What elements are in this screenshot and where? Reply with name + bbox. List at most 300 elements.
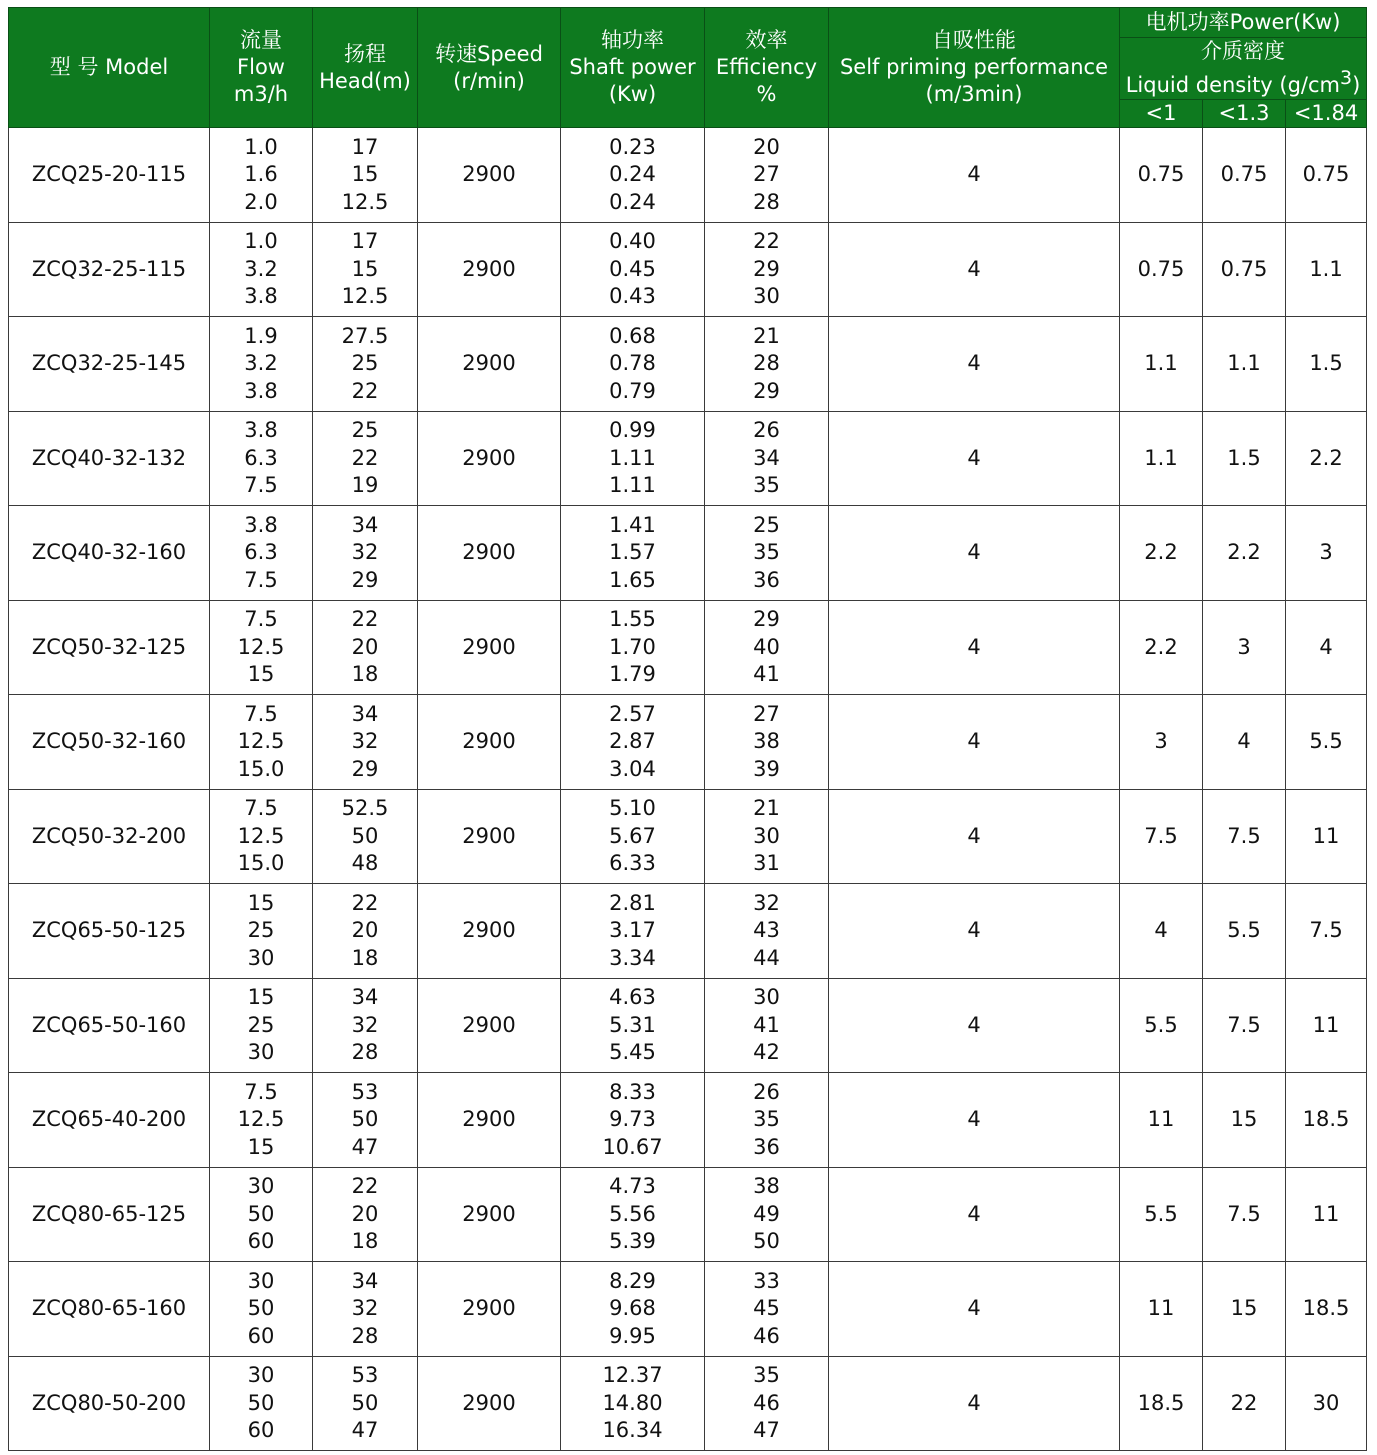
shaft-power-cell xyxy=(561,695,705,790)
head-cell-value: 17 xyxy=(351,229,379,253)
efficiency-cell-value: 35 xyxy=(753,540,780,564)
shaft-power-cell-value: 10.67 xyxy=(602,1134,663,1159)
flow-cell xyxy=(210,222,313,317)
efficiency-cell xyxy=(705,695,829,790)
shaft-power-cell-value: 1.11 xyxy=(609,445,656,470)
table-row xyxy=(9,789,1367,884)
speed-cell: 2900 xyxy=(418,789,561,884)
flow-cell-value: 2.0 xyxy=(244,189,278,214)
model-cell: ZCQ80-65-160 xyxy=(9,1262,210,1357)
shaft-power-cell-value: 0.23 xyxy=(609,134,656,159)
efficiency-cell-value: 27 xyxy=(753,162,780,186)
self-priming-cell: 4 xyxy=(829,222,1120,317)
table-row xyxy=(9,222,1367,317)
header-efficiency: 效率 Efficiency % xyxy=(705,8,829,128)
head-cell xyxy=(313,600,418,695)
shaft-power-cell-value: 2.87 xyxy=(609,729,656,753)
head-cell-value: 32 xyxy=(351,1296,379,1320)
head-cell-value: 15 xyxy=(351,162,379,186)
efficiency-cell-value: 26 xyxy=(753,418,780,442)
efficiency-cell-value: 47 xyxy=(753,1418,780,1442)
efficiency-cell-value: 35 xyxy=(753,1363,780,1387)
self-priming-cell: 4 xyxy=(829,1262,1120,1357)
flow-cell xyxy=(210,978,313,1073)
shaft-power-cell-value: 5.31 xyxy=(609,1012,656,1037)
head-cell-value: 22 xyxy=(351,445,379,470)
head-cell-value: 50 xyxy=(351,1390,379,1415)
table-row xyxy=(9,978,1367,1073)
header-model: 型 号 Model xyxy=(9,8,210,128)
shaft-power-cell xyxy=(561,222,705,317)
shaft-power-cell-value: 1.65 xyxy=(609,567,656,592)
flow-cell xyxy=(210,506,313,601)
flow-cell-value: 15 xyxy=(247,662,275,686)
head-cell-value: 28 xyxy=(351,1040,379,1064)
flow-cell xyxy=(210,317,313,412)
flow-cell-value: 12.5 xyxy=(237,634,285,659)
speed-cell: 2900 xyxy=(418,600,561,695)
motor-power-cell: 11 xyxy=(1120,1073,1203,1168)
head-cell-value: 27.5 xyxy=(341,323,389,348)
table-row xyxy=(9,1262,1367,1357)
shaft-power-cell xyxy=(561,789,705,884)
model-cell: ZCQ50-32-125 xyxy=(9,600,210,695)
motor-power-cell: 2.2 xyxy=(1120,506,1203,601)
head-cell-value: 15 xyxy=(351,256,379,281)
self-priming-cell: 4 xyxy=(829,1073,1120,1168)
flow-cell-value: 50 xyxy=(247,1390,275,1415)
efficiency-cell-value: 29 xyxy=(753,256,780,281)
efficiency-cell-value: 41 xyxy=(753,662,780,686)
flow-cell-value: 3.8 xyxy=(244,284,278,308)
speed-cell: 2900 xyxy=(418,1073,561,1168)
efficiency-cell-value: 34 xyxy=(753,445,780,470)
efficiency-cell-value: 28 xyxy=(753,351,780,375)
efficiency-cell-value: 21 xyxy=(753,323,780,348)
head-cell-value: 22 xyxy=(351,378,379,403)
efficiency-cell-value: 41 xyxy=(753,1012,780,1037)
head-cell xyxy=(313,1167,418,1262)
head-cell-value: 19 xyxy=(351,473,379,497)
pump-spec-table xyxy=(8,7,1367,1451)
motor-power-cell: 1.1 xyxy=(1120,317,1203,412)
shaft-power-cell-value: 0.40 xyxy=(609,229,656,253)
flow-cell-value: 50 xyxy=(247,1296,275,1320)
head-cell-value: 29 xyxy=(351,567,379,592)
motor-power-cell: 11 xyxy=(1120,1262,1203,1357)
head-cell-value: 48 xyxy=(351,851,379,875)
head-cell xyxy=(313,1262,418,1357)
efficiency-cell-value: 32 xyxy=(753,890,780,915)
shaft-power-cell-value: 4.63 xyxy=(609,985,656,1009)
head-cell xyxy=(313,789,418,884)
speed-cell: 2900 xyxy=(418,317,561,412)
shaft-power-cell-value: 0.68 xyxy=(609,323,656,348)
motor-power-cell: 3 xyxy=(1203,600,1286,695)
motor-power-cell: 0.75 xyxy=(1286,128,1367,223)
header-density-2: <1.3 xyxy=(1203,100,1286,128)
flow-cell xyxy=(210,1167,313,1262)
head-cell xyxy=(313,695,418,790)
flow-cell-value: 15.0 xyxy=(237,851,285,875)
efficiency-cell xyxy=(705,1167,829,1262)
model-cell: ZCQ65-50-160 xyxy=(9,978,210,1073)
self-priming-cell: 4 xyxy=(829,1356,1120,1451)
flow-cell-value: 30 xyxy=(247,945,275,970)
self-priming-cell: 4 xyxy=(829,128,1120,223)
motor-power-cell: 4 xyxy=(1120,884,1203,979)
head-cell-value: 34 xyxy=(351,1268,379,1293)
head-cell-value: 34 xyxy=(351,701,379,726)
efficiency-cell-value: 27 xyxy=(753,701,780,726)
efficiency-cell-value: 42 xyxy=(753,1040,780,1064)
shaft-power-cell-value: 5.10 xyxy=(609,796,656,820)
flow-cell-value: 15 xyxy=(247,1134,275,1159)
motor-power-cell: 0.75 xyxy=(1203,128,1286,223)
flow-cell xyxy=(210,1356,313,1451)
head-cell-value: 12.5 xyxy=(341,189,389,214)
shaft-power-cell xyxy=(561,506,705,601)
self-priming-cell: 4 xyxy=(829,600,1120,695)
shaft-power-cell-value: 5.67 xyxy=(609,823,656,848)
shaft-power-cell xyxy=(561,1356,705,1451)
efficiency-cell-value: 36 xyxy=(753,1134,780,1159)
head-cell xyxy=(313,506,418,601)
motor-power-cell: 7.5 xyxy=(1203,978,1286,1073)
table-row xyxy=(9,317,1367,412)
efficiency-cell xyxy=(705,1073,829,1168)
shaft-power-cell-value: 5.39 xyxy=(609,1229,656,1253)
flow-cell-value: 12.5 xyxy=(237,823,285,848)
head-cell-value: 29 xyxy=(351,756,379,781)
speed-cell: 2900 xyxy=(418,1167,561,1262)
efficiency-cell-value: 50 xyxy=(753,1229,780,1253)
efficiency-cell-value: 40 xyxy=(753,634,780,659)
motor-power-cell: 1.1 xyxy=(1286,222,1367,317)
efficiency-cell-value: 35 xyxy=(753,473,780,497)
flow-cell-value: 3.2 xyxy=(244,256,278,281)
shaft-power-cell-value: 0.24 xyxy=(609,162,656,186)
flow-cell-value: 30 xyxy=(247,1174,275,1198)
head-cell xyxy=(313,128,418,223)
flow-cell-value: 15 xyxy=(247,890,275,915)
shaft-power-cell xyxy=(561,978,705,1073)
motor-power-cell: 0.75 xyxy=(1120,128,1203,223)
flow-cell-value: 30 xyxy=(247,1363,275,1387)
head-cell-value: 32 xyxy=(351,1012,379,1037)
head-cell-value: 22 xyxy=(351,607,379,631)
head-cell xyxy=(313,317,418,412)
table-row xyxy=(9,884,1367,979)
header-self-priming: 自吸性能 Self priming performance (m/3min) xyxy=(829,8,1120,128)
head-cell-value: 20 xyxy=(351,634,379,659)
motor-power-cell: 5.5 xyxy=(1120,1167,1203,1262)
motor-power-cell: 4 xyxy=(1203,695,1286,790)
motor-power-cell: 30 xyxy=(1286,1356,1367,1451)
shaft-power-cell-value: 0.79 xyxy=(609,378,656,403)
speed-cell: 2900 xyxy=(418,128,561,223)
head-cell xyxy=(313,222,418,317)
head-cell-value: 12.5 xyxy=(341,284,389,308)
efficiency-cell xyxy=(705,1356,829,1451)
shaft-power-cell xyxy=(561,884,705,979)
shaft-power-cell xyxy=(561,1262,705,1357)
motor-power-cell: 4 xyxy=(1286,600,1367,695)
head-cell-value: 22 xyxy=(351,1174,379,1198)
table-row xyxy=(9,411,1367,506)
table-header xyxy=(9,8,1367,128)
speed-cell: 2900 xyxy=(418,978,561,1073)
shaft-power-cell xyxy=(561,1073,705,1168)
speed-cell: 2900 xyxy=(418,411,561,506)
efficiency-cell-value: 35 xyxy=(753,1107,780,1131)
header-head: 扬程 Head(m) xyxy=(313,8,418,128)
efficiency-cell-value: 29 xyxy=(753,378,780,403)
motor-power-cell: 11 xyxy=(1286,789,1367,884)
motor-power-cell: 0.75 xyxy=(1203,222,1286,317)
self-priming-cell: 4 xyxy=(829,411,1120,506)
efficiency-cell xyxy=(705,789,829,884)
efficiency-cell xyxy=(705,506,829,601)
efficiency-cell-value: 36 xyxy=(753,567,780,592)
model-cell: ZCQ32-25-115 xyxy=(9,222,210,317)
flow-cell-value: 3.2 xyxy=(244,351,278,375)
shaft-power-cell xyxy=(561,317,705,412)
shaft-power-cell-value: 0.43 xyxy=(609,284,656,308)
head-cell xyxy=(313,1356,418,1451)
motor-power-cell: 5.5 xyxy=(1286,695,1367,790)
model-cell: ZCQ65-50-125 xyxy=(9,884,210,979)
efficiency-cell xyxy=(705,317,829,412)
head-cell-value: 52.5 xyxy=(341,796,389,820)
motor-power-cell: 1.1 xyxy=(1120,411,1203,506)
table-row xyxy=(9,695,1367,790)
flow-cell-value: 1.0 xyxy=(244,134,278,159)
motor-power-cell: 2.2 xyxy=(1203,506,1286,601)
efficiency-cell-value: 49 xyxy=(753,1201,780,1226)
motor-power-cell: 3 xyxy=(1286,506,1367,601)
self-priming-cell: 4 xyxy=(829,789,1120,884)
flow-cell-value: 30 xyxy=(247,1268,275,1293)
table-row xyxy=(9,1167,1367,1262)
head-cell-value: 50 xyxy=(351,1107,379,1131)
head-cell-value: 53 xyxy=(351,1079,379,1104)
efficiency-cell-value: 21 xyxy=(753,796,780,820)
motor-power-cell: 22 xyxy=(1203,1356,1286,1451)
table-row xyxy=(9,600,1367,695)
shaft-power-cell-value: 1.57 xyxy=(609,540,656,564)
flow-cell-value: 7.5 xyxy=(244,473,278,497)
efficiency-cell xyxy=(705,884,829,979)
head-cell xyxy=(313,411,418,506)
motor-power-cell: 18.5 xyxy=(1120,1356,1203,1451)
motor-power-cell: 2.2 xyxy=(1120,600,1203,695)
shaft-power-cell-value: 8.33 xyxy=(609,1079,656,1104)
model-cell: ZCQ40-32-160 xyxy=(9,506,210,601)
speed-cell: 2900 xyxy=(418,884,561,979)
speed-cell: 2900 xyxy=(418,222,561,317)
head-cell-value: 20 xyxy=(351,918,379,942)
flow-cell xyxy=(210,128,313,223)
table-body xyxy=(9,128,1367,1451)
flow-cell-value: 7.5 xyxy=(244,701,278,726)
motor-power-cell: 2.2 xyxy=(1286,411,1367,506)
motor-power-cell: 1.5 xyxy=(1286,317,1367,412)
table-row xyxy=(9,128,1367,223)
efficiency-cell-value: 39 xyxy=(753,756,780,781)
flow-cell-value: 1.0 xyxy=(244,229,278,253)
shaft-power-cell-value: 1.11 xyxy=(609,473,656,497)
speed-cell: 2900 xyxy=(418,1262,561,1357)
header-liquid-density: 介质密度 Liquid density $(g/cm^3)$ xyxy=(1120,38,1367,100)
shaft-power-cell-value: 3.04 xyxy=(609,756,656,781)
shaft-power-cell-value: 0.78 xyxy=(609,351,656,375)
motor-power-cell: 7.5 xyxy=(1203,1167,1286,1262)
flow-cell-value: 15 xyxy=(247,985,275,1009)
efficiency-cell-value: 31 xyxy=(753,851,780,875)
shaft-power-cell-value: 9.68 xyxy=(609,1296,656,1320)
model-cell: ZCQ32-25-145 xyxy=(9,317,210,412)
efficiency-cell xyxy=(705,1262,829,1357)
shaft-power-cell xyxy=(561,411,705,506)
shaft-power-cell-value: 3.34 xyxy=(609,945,656,970)
self-priming-cell: 4 xyxy=(829,506,1120,601)
flow-cell-value: 3.8 xyxy=(244,418,278,442)
shaft-power-cell-value: 0.24 xyxy=(609,189,656,214)
model-cell: ZCQ80-50-200 xyxy=(9,1356,210,1451)
efficiency-cell-value: 30 xyxy=(753,823,780,848)
head-cell-value: 50 xyxy=(351,823,379,848)
head-cell xyxy=(313,884,418,979)
model-cell: ZCQ40-32-132 xyxy=(9,411,210,506)
motor-power-cell: 0.75 xyxy=(1120,222,1203,317)
motor-power-cell: 3 xyxy=(1120,695,1203,790)
flow-cell-value: 12.5 xyxy=(237,729,285,753)
shaft-power-cell-value: 16.34 xyxy=(602,1418,663,1442)
efficiency-cell-value: 45 xyxy=(753,1296,780,1320)
efficiency-cell-value: 30 xyxy=(753,985,780,1009)
shaft-power-cell-value: 9.73 xyxy=(609,1107,656,1131)
shaft-power-cell-value: 2.57 xyxy=(609,701,656,726)
efficiency-cell-value: 26 xyxy=(753,1079,780,1104)
head-cell-value: 18 xyxy=(351,662,379,686)
flow-cell-value: 6.3 xyxy=(244,445,278,470)
self-priming-cell: 4 xyxy=(829,978,1120,1073)
shaft-power-cell-value: 0.99 xyxy=(609,418,656,442)
shaft-power-cell-value: 6.33 xyxy=(609,851,656,875)
shaft-power-cell-value: 3.17 xyxy=(609,918,656,942)
header-flow: 流量 Flow m3/h xyxy=(210,8,313,128)
flow-cell xyxy=(210,1262,313,1357)
shaft-power-cell-value: 1.55 xyxy=(609,607,656,631)
self-priming-cell: 4 xyxy=(829,695,1120,790)
head-cell-value: 25 xyxy=(351,418,379,442)
model-cell: ZCQ65-40-200 xyxy=(9,1073,210,1168)
efficiency-cell xyxy=(705,411,829,506)
header-speed: 转速Speed (r/min) xyxy=(418,8,561,128)
shaft-power-cell-value: 5.56 xyxy=(609,1201,656,1226)
head-cell xyxy=(313,978,418,1073)
motor-power-cell: 18.5 xyxy=(1286,1073,1367,1168)
motor-power-cell: 11 xyxy=(1286,1167,1367,1262)
head-cell-value: 18 xyxy=(351,945,379,970)
flow-cell xyxy=(210,600,313,695)
shaft-power-cell xyxy=(561,1167,705,1262)
motor-power-cell: 15 xyxy=(1203,1262,1286,1357)
efficiency-cell-value: 20 xyxy=(753,134,780,159)
speed-cell: 2900 xyxy=(418,695,561,790)
motor-power-cell: 15 xyxy=(1203,1073,1286,1168)
shaft-power-cell-value: 2.81 xyxy=(609,890,656,915)
flow-cell xyxy=(210,1073,313,1168)
model-cell: ZCQ80-65-125 xyxy=(9,1167,210,1262)
head-cell-value: 17 xyxy=(351,134,379,159)
table-row xyxy=(9,1356,1367,1451)
motor-power-cell: 1.5 xyxy=(1203,411,1286,506)
flow-cell-value: 30 xyxy=(247,1040,275,1064)
efficiency-cell xyxy=(705,128,829,223)
motor-power-cell: 18.5 xyxy=(1286,1262,1367,1357)
flow-cell-value: 1.6 xyxy=(244,162,278,186)
shaft-power-cell xyxy=(561,128,705,223)
shaft-power-cell-value: 12.37 xyxy=(602,1363,663,1387)
efficiency-cell-value: 29 xyxy=(753,607,780,631)
flow-cell-value: 6.3 xyxy=(244,540,278,564)
efficiency-cell xyxy=(705,978,829,1073)
efficiency-cell-value: 46 xyxy=(753,1323,780,1348)
shaft-power-cell-value: 1.70 xyxy=(609,634,656,659)
shaft-power-cell-value: 9.95 xyxy=(609,1323,656,1348)
head-cell-value: 25 xyxy=(351,351,379,375)
shaft-power-cell-value: 14.80 xyxy=(602,1390,663,1415)
head-cell xyxy=(313,1073,418,1168)
flow-cell-value: 7.5 xyxy=(244,567,278,592)
motor-power-cell: 7.5 xyxy=(1120,789,1203,884)
motor-power-cell: 5.5 xyxy=(1203,884,1286,979)
shaft-power-cell-value: 5.45 xyxy=(609,1040,656,1064)
flow-cell-value: 60 xyxy=(247,1229,275,1253)
head-cell-value: 47 xyxy=(351,1418,379,1442)
shaft-power-cell-value: 1.79 xyxy=(609,662,656,686)
flow-cell-value: 7.5 xyxy=(244,607,278,631)
speed-cell: 2900 xyxy=(418,1356,561,1451)
self-priming-cell: 4 xyxy=(829,1167,1120,1262)
efficiency-cell-value: 25 xyxy=(753,512,780,537)
flow-cell-value: 15.0 xyxy=(237,756,285,781)
header-density-1: <1 xyxy=(1120,100,1203,128)
table-row xyxy=(9,506,1367,601)
efficiency-cell-value: 44 xyxy=(753,945,780,970)
efficiency-cell-value: 43 xyxy=(753,918,780,942)
shaft-power-cell-value: 1.41 xyxy=(609,512,656,537)
flow-cell-value: 3.8 xyxy=(244,512,278,537)
efficiency-cell-value: 46 xyxy=(753,1390,780,1415)
efficiency-cell-value: 38 xyxy=(753,1174,780,1198)
motor-power-cell: 7.5 xyxy=(1203,789,1286,884)
model-cell: ZCQ25-20-115 xyxy=(9,128,210,223)
flow-cell xyxy=(210,884,313,979)
efficiency-cell-value: 22 xyxy=(753,229,780,253)
flow-cell-value: 60 xyxy=(247,1323,275,1348)
efficiency-cell xyxy=(705,600,829,695)
flow-cell xyxy=(210,695,313,790)
header-density-3: <1.84 xyxy=(1286,100,1367,128)
shaft-power-cell-value: 0.45 xyxy=(609,256,656,281)
head-cell-value: 18 xyxy=(351,1229,379,1253)
motor-power-cell: 1.1 xyxy=(1203,317,1286,412)
head-cell-value: 34 xyxy=(351,985,379,1009)
efficiency-cell-value: 30 xyxy=(753,284,780,308)
